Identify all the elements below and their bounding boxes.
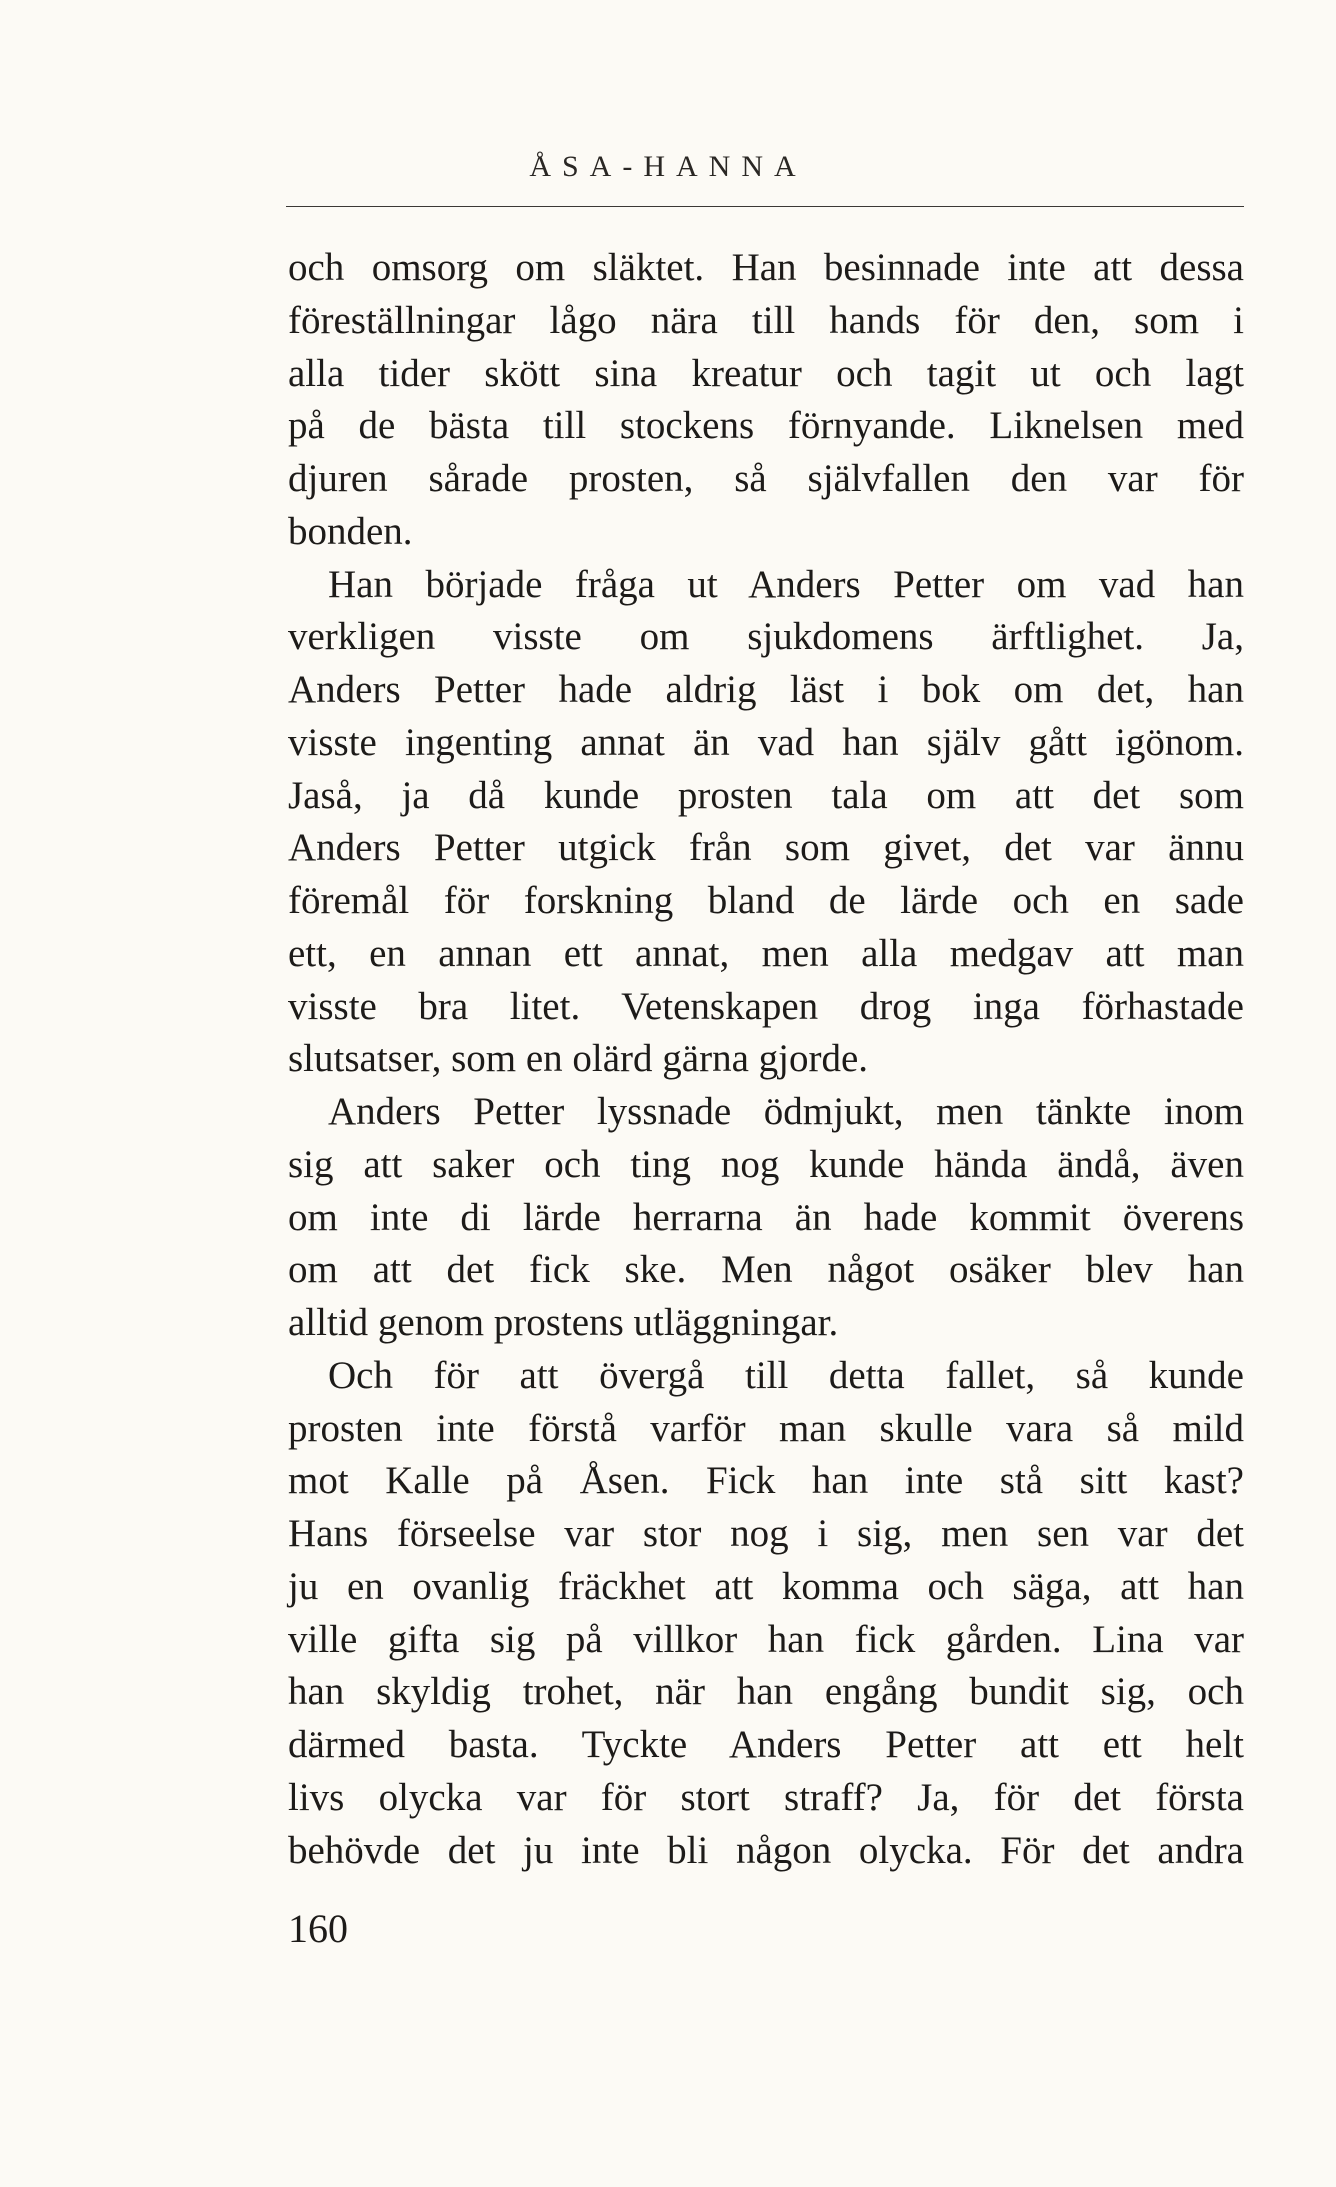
text-line: om att det fick ske. Men något osäker blev han — [288, 1248, 1244, 1292]
text-line: föreställningar lågo nära till hands för den, som i — [288, 298, 1244, 342]
text-line: och omsorg om släktet. Han besinnade inte att dessa — [288, 246, 1244, 289]
page-number: 160 — [288, 1906, 348, 1951]
text-line: han skyldig trohet, när han engång bundit sig, och — [288, 1670, 1244, 1714]
text-line: därmed basta. Tyckte Anders Petter att ett helt — [288, 1723, 1244, 1766]
text-line: alla tider skött sina kreatur och tagit ut och lagt — [288, 351, 1244, 395]
running-head: ÅSA-HANNA — [529, 150, 807, 183]
text-line: föremål för forskning bland de lärde och en sade — [288, 879, 1244, 922]
text-line: Jaså, ja då kunde prosten tala om att det som — [288, 773, 1244, 817]
text-line: ju en ovanlig fräckhet att komma och säga, att han — [288, 1564, 1244, 1608]
text-line: alltid genom prostens utläggningar. — [288, 1301, 839, 1344]
text-line: ett, en annan ett annat, men alla medgav att man — [288, 931, 1244, 975]
text-line: Anders Petter hade aldrig läst i bok om det, han — [288, 668, 1244, 711]
text-line: Och för att övergå till detta fallet, så kunde — [328, 1353, 1244, 1397]
text-line: mot Kalle på Åsen. Fick han inte stå sitt kast? — [288, 1459, 1244, 1503]
text-line: behövde det ju inte bli någon olycka. För det andra — [288, 1828, 1244, 1872]
text-line: bonden. — [288, 509, 413, 553]
text-line: Anders Petter lyssnade ödmjukt, men tänkte inom — [328, 1090, 1244, 1133]
text-line: visste ingenting annat än vad han själv gått igönom. — [288, 720, 1244, 764]
header-rule — [286, 206, 1244, 207]
text-line: om inte di lärde herrarna än hade kommit överens — [288, 1195, 1244, 1239]
text-line: djuren sårade prosten, så självfallen den var för — [288, 457, 1244, 500]
text-line: prosten inte förstå varför man skulle vara så mild — [288, 1406, 1244, 1450]
text-line: ville gifta sig på villkor han fick gården. Lina var — [288, 1617, 1244, 1661]
text-line: sig att saker och ting nog kunde hända ändå, även — [288, 1142, 1244, 1186]
text-line: visste bra litet. Vetenskapen drog inga förhastade — [288, 984, 1244, 1028]
text-line: Han började fråga ut Anders Petter om vad han — [328, 562, 1244, 606]
text-line: slutsatser, som en olärd gärna gjorde. — [288, 1037, 869, 1081]
text-line: Hans förseelse var stor nog i sig, men sen var det — [288, 1512, 1244, 1555]
text-line: på de bästa till stockens förnyande. Liknelsen med — [288, 404, 1244, 448]
body-text — [288, 242, 1244, 1877]
text-line: verkligen visste om sjukdomens ärftlighet. Ja, — [288, 615, 1244, 659]
text-line: livs olycka var för stort straff? Ja, för det första — [288, 1775, 1244, 1819]
text-line: Anders Petter utgick från som givet, det var ännu — [288, 826, 1244, 870]
